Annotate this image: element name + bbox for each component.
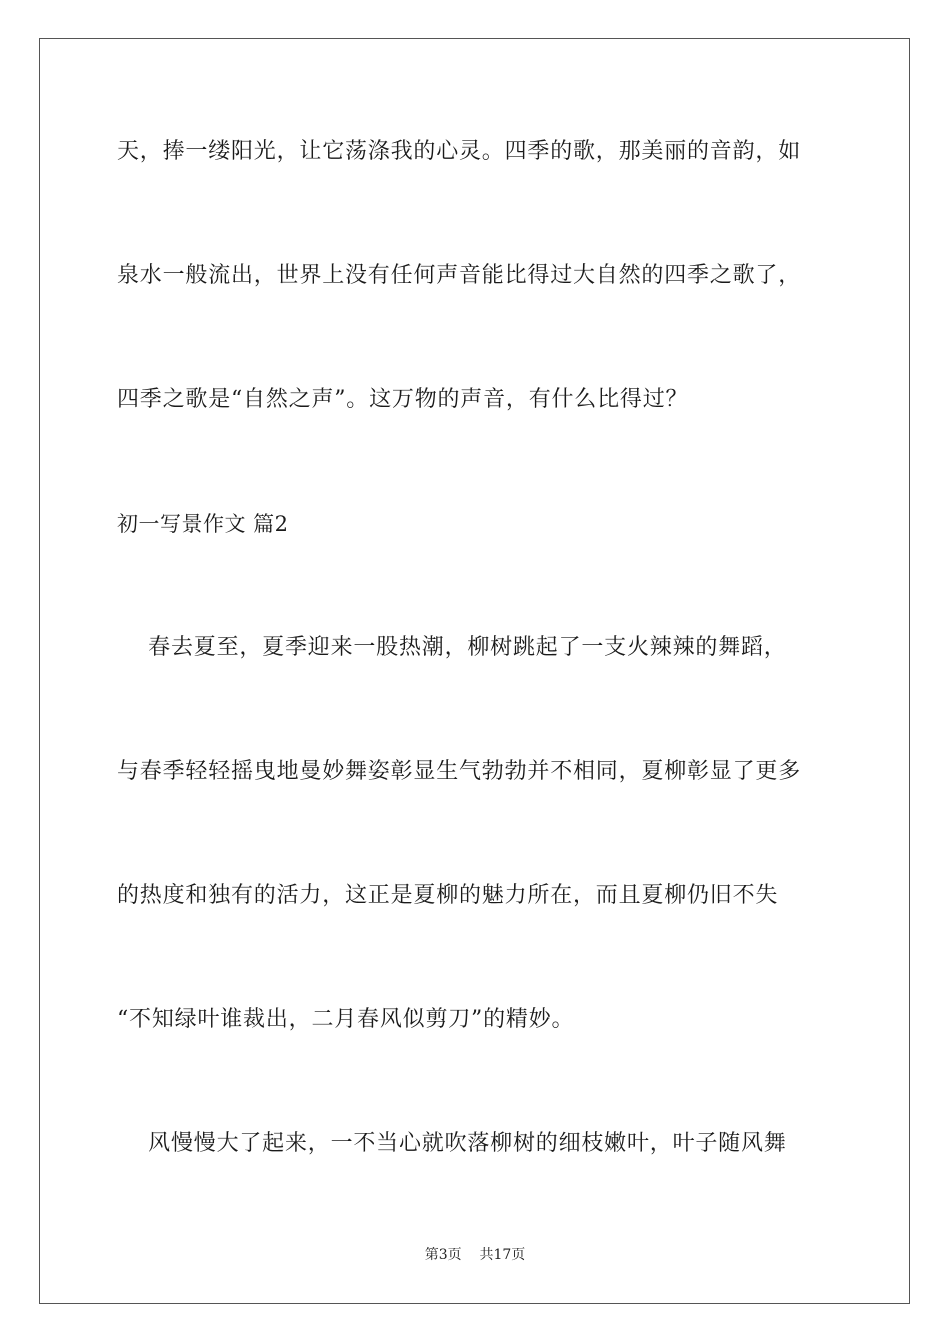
paragraph-line: 风慢慢大了起来，一不当心就吹落柳树的细枝嫩叶，叶子随风舞 [117, 1131, 787, 1156]
page-number: 第3页 [424, 1247, 462, 1263]
paragraph-line: 春去夏至，夏季迎来一股热潮，柳树跳起了一支火辣辣的舞蹈， [117, 635, 787, 660]
page-footer [0, 1246, 950, 1264]
section-heading: 初一写景作文 篇2 [117, 512, 289, 536]
paragraph-line: 天，捧一缕阳光，让它荡涤我的心灵。四季的歌，那美丽的音韵，如 [117, 139, 802, 164]
page-border [39, 38, 910, 1304]
paragraph-line: 泉水一般流出，世界上没有任何声音能比得过大自然的四季之歌了， [117, 263, 802, 288]
paragraph-line: “不知绿叶谁裁出，二月春风似剪刀”的精妙。 [117, 1007, 575, 1032]
page-total: 共17页 [479, 1247, 526, 1263]
paragraph-line: 的热度和独有的活力，这正是夏柳的魅力所在，而且夏柳仍旧不失 [117, 883, 779, 908]
paragraph-line: 与春季轻轻摇曳地曼妙舞姿彰显生气勃勃并不相同，夏柳彰显了更多 [117, 759, 802, 784]
paragraph-line: 四季之歌是“自然之声”。这万物的声音，有什么比得过？ [117, 387, 689, 412]
